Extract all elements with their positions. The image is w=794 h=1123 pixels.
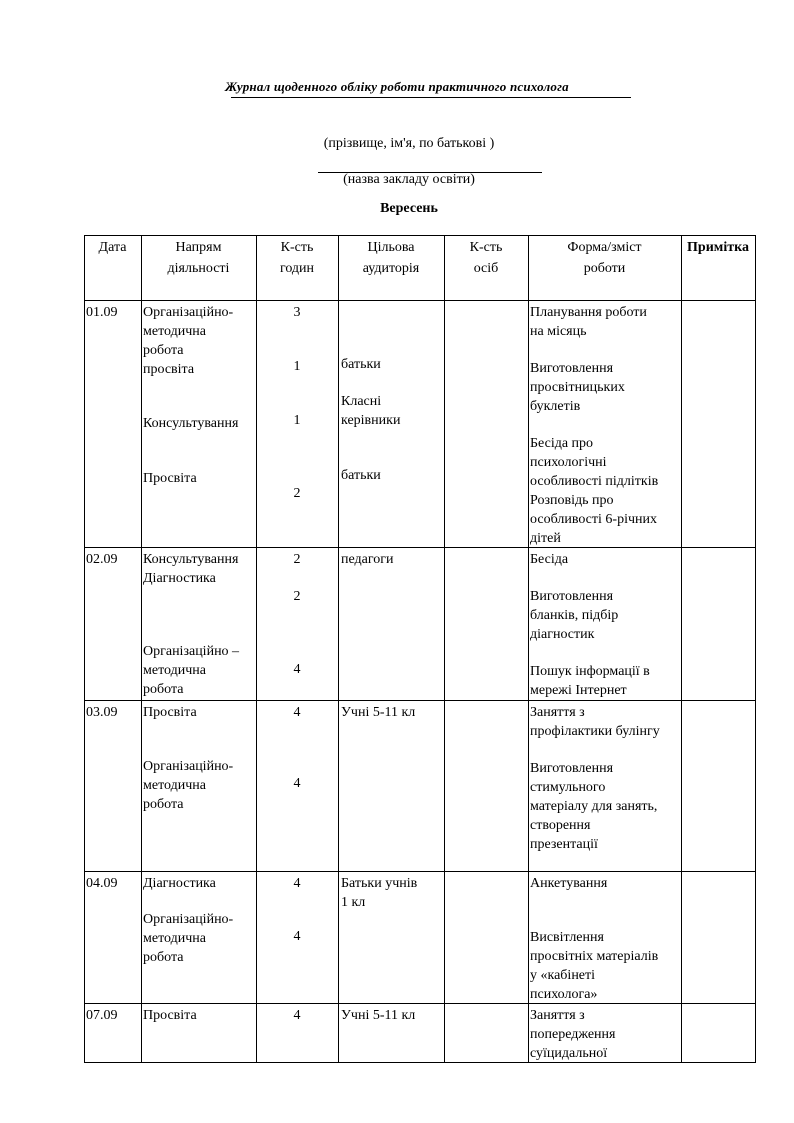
header-form: Форма/зміст роботи [567,240,642,276]
form-text: дітей [530,531,561,546]
audience-text: педагоги [341,552,394,567]
direction-text: Просвіта [143,1008,197,1023]
form-text: Виготовлення [530,589,614,604]
direction-text: робота [143,950,184,965]
month-heading: Вересень [380,201,438,216]
direction-text: просвіта [143,362,195,377]
direction-text: методична [143,931,206,946]
form-text: матеріалу для занять, [530,799,658,814]
school-caption: (назва закладу освіти) [343,172,475,187]
header-row-border [84,300,756,301]
title-underline [231,97,631,98]
form-text: Пошук інформації в [530,664,650,679]
row-border [84,871,756,872]
column-border [256,235,257,1063]
audience-text: Класні [341,394,382,409]
direction-text: Діагностика [143,571,216,586]
direction-text: робота [143,343,184,358]
direction-text: Просвіта [143,471,197,486]
form-text: Розповідь про [530,493,614,508]
form-text: просвітніх матеріалів [530,949,659,964]
audience-text: Учні 5-11 кл [341,705,416,720]
date-cell: 07.09 [86,1008,118,1023]
form-text: у «кабінеті [530,968,596,983]
form-text: попередження [530,1027,616,1042]
hours-value: 2 [293,552,301,567]
form-text: Заняття з [530,1008,585,1023]
header-persons: К-сть осіб [469,240,503,276]
hours-value: 2 [293,486,301,501]
audience-text: батьки [341,468,381,483]
audience-text: Учні 5-11 кл [341,1008,416,1023]
column-border [444,235,445,1063]
column-border [755,235,756,1063]
direction-text: Консультування [143,552,239,567]
form-text: на місяць [530,324,587,339]
hours-value: 4 [293,705,301,720]
column-border [338,235,339,1063]
form-text: Виготовлення [530,761,614,776]
column-border [528,235,529,1063]
header-audience: Цільова аудиторія [362,240,420,276]
hours-value: 1 [293,359,301,374]
date-cell: 03.09 [86,705,118,720]
direction-text: методична [143,324,206,339]
audience-text: 1 кл [341,895,366,910]
form-text: презентації [530,837,598,852]
header-notes: Примітка [687,240,749,255]
direction-text: Організаційно- [143,912,234,927]
direction-text: робота [143,682,184,697]
form-text: Анкетування [530,876,608,891]
direction-text: робота [143,797,184,812]
hours-value: 4 [293,929,301,944]
row-border [84,700,756,701]
direction-text: Просвіта [143,705,197,720]
form-text: Виготовлення [530,361,614,376]
date-cell: 02.09 [86,552,118,567]
header-direction: Напрям діяльності [167,240,230,276]
form-text: стимульного [530,780,606,795]
direction-text: Організаційно – [143,644,240,659]
form-text: суїцидальної [530,1046,608,1061]
form-text: Бесіда про [530,436,594,451]
header-hours: К-сть годин [279,240,315,276]
date-cell: 01.09 [86,305,118,320]
hours-value: 4 [293,776,301,791]
hours-value: 4 [293,1008,301,1023]
page-title: Журнал щоденного обліку роботи практичного психолога [225,79,569,94]
form-text: психологічні [530,455,607,470]
form-text: діагностик [530,627,595,642]
audience-text: батьки [341,357,381,372]
date-cell: 04.09 [86,876,118,891]
form-text: бланків, підбір [530,608,619,623]
direction-text: методична [143,778,206,793]
form-text: створення [530,818,591,833]
form-text: Планування роботи [530,305,647,320]
audience-text: Батьки учнів [341,876,418,891]
row-border [84,547,756,548]
form-text: Висвітлення [530,930,604,945]
form-text: Заняття з [530,705,585,720]
form-text: особливості підлітків [530,474,659,489]
form-text: особливості 6-річних [530,512,657,527]
hours-value: 3 [293,305,301,320]
form-text: буклетів [530,399,581,414]
hours-value: 4 [293,876,301,891]
direction-text: Організаційно- [143,305,234,320]
header-date: Дата [98,240,127,255]
form-text: мережі Інтернет [530,683,627,698]
column-border [84,235,85,1063]
direction-text: Консультування [143,416,239,431]
table-border-top [84,235,756,236]
direction-text: Діагностика [143,876,216,891]
audience-text: керівники [341,413,401,428]
form-text: профілактики булінгу [530,724,660,739]
hours-value: 2 [293,589,301,604]
column-border [681,235,682,1063]
form-text: психолога» [530,987,598,1002]
hours-value: 1 [293,413,301,428]
hours-value: 4 [293,662,301,677]
direction-text: Організаційно- [143,759,234,774]
name-caption: (прізвище, ім'я, по батькові ) [323,136,495,151]
column-border [141,235,142,1063]
table-border-bottom [84,1062,756,1063]
direction-text: методична [143,663,206,678]
form-text: просвітницьких [530,380,625,395]
form-text: Бесіда [530,552,569,567]
row-border [84,1003,756,1004]
